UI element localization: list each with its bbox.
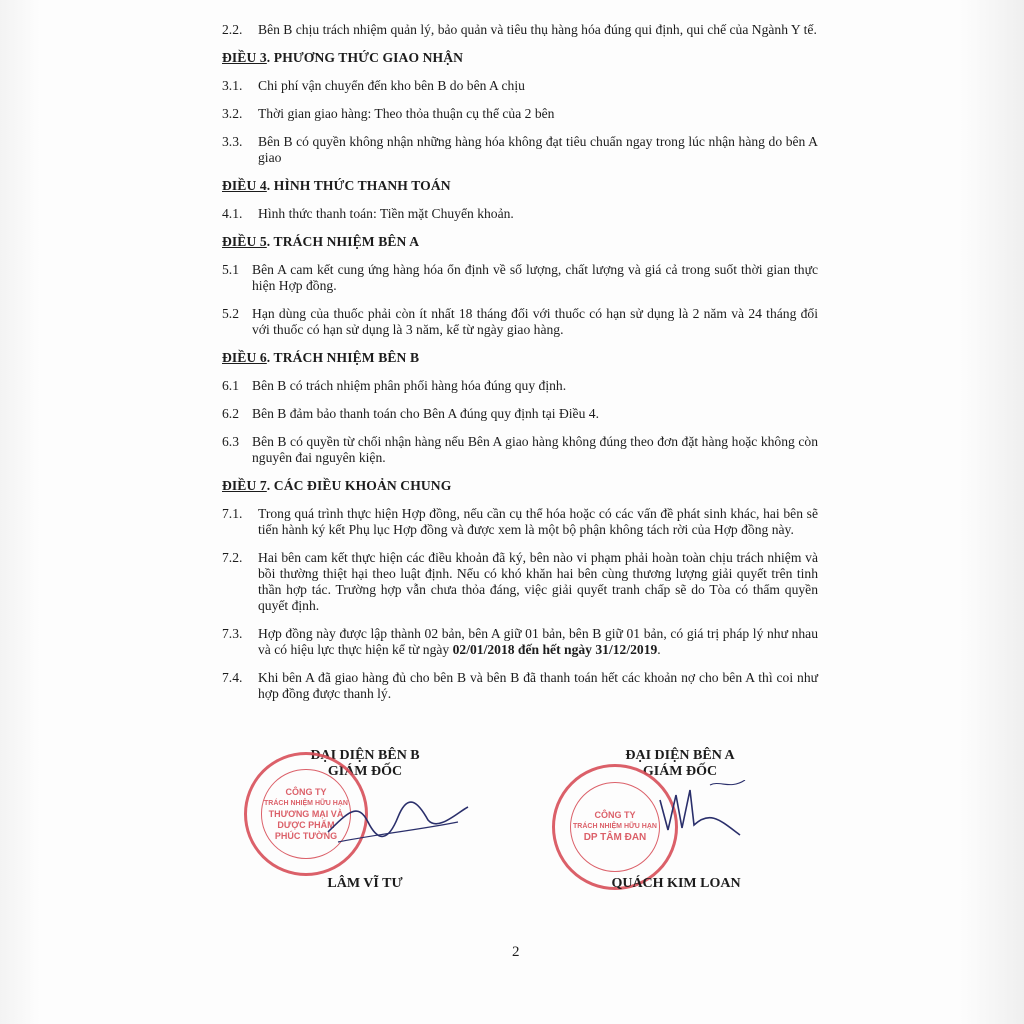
clause-6-2 bbox=[222, 406, 818, 422]
clause-text: Trong quá trình thực hiện Hợp đồng, nếu cần cụ thể hóa hoặc có các vấn đề phát sinh khác, hai bên sẽ tiến hành ký kết Phụ lục Hợp đồng và được xem là một bộ phận không tách rời của Hợp đồng này. bbox=[258, 506, 818, 537]
article-label: ĐIỀU 6 bbox=[222, 350, 267, 365]
clause-number: 6.2 bbox=[222, 406, 239, 421]
signature-scribble-a bbox=[650, 780, 750, 850]
clause-5-2 bbox=[222, 306, 818, 338]
clause-text: Bên B đảm bảo thanh toán cho Bên A đúng quy định tại Điều 4. bbox=[252, 406, 599, 421]
representative-title: ĐẠI DIỆN BÊN B bbox=[310, 748, 420, 763]
clause-7-2 bbox=[222, 550, 818, 614]
clause-text: Bên B có trách nhiệm phân phối hàng hóa đúng quy định. bbox=[252, 378, 567, 393]
article-label: ĐIỀU 7 bbox=[222, 478, 267, 493]
clause-text: Hình thức thanh toán: Tiền mặt Chuyển khoản. bbox=[258, 206, 514, 221]
clause-number: 3.2. bbox=[222, 106, 243, 121]
clause-number: 7.3. bbox=[222, 626, 243, 641]
article-title: . TRÁCH NHIỆM BÊN B bbox=[266, 350, 420, 365]
clause-number: 3.1. bbox=[222, 78, 243, 93]
clause-7-3 bbox=[222, 626, 818, 658]
clause-3-2 bbox=[222, 106, 818, 122]
position-title: GIÁM ĐỐC bbox=[642, 764, 718, 779]
article-label: ĐIỀU 3 bbox=[222, 50, 267, 65]
article-label: ĐIỀU 4 bbox=[222, 178, 267, 193]
clause-6-1 bbox=[222, 378, 818, 394]
page-number: 2 bbox=[512, 944, 520, 960]
clause-number: 5.2 bbox=[222, 306, 239, 321]
clause-text: Bên A cam kết cung ứng hàng hóa ổn định về số lượng, chất lượng và giá cả trong suốt thời gian thực hiện Hợp đồng. bbox=[252, 262, 818, 293]
seal-line: CÔNG TY bbox=[285, 786, 327, 797]
seal-line: CÔNG TY bbox=[594, 810, 636, 821]
representative-title: ĐẠI DIỆN BÊN A bbox=[625, 748, 735, 763]
clause-number: 6.1 bbox=[222, 378, 239, 393]
clause-7-1 bbox=[222, 506, 818, 538]
contract-body bbox=[222, 22, 818, 714]
validity-period: 02/01/2018 đến hết ngày 31/12/2019 bbox=[452, 642, 658, 657]
article-4-heading bbox=[222, 178, 818, 194]
clause-7-4 bbox=[222, 670, 818, 702]
article-title: . HÌNH THỨC THANH TOÁN bbox=[266, 178, 451, 193]
clause-number: 6.3 bbox=[222, 434, 239, 449]
clause-text: Hợp đồng này được lập thành 02 bản, bên A giữ 01 bản, bên B giữ 01 bản, có giá trị pháp lý như nhau và có hiệu lực thực hiện kể từ ngày bbox=[258, 626, 818, 657]
clause-number: 7.1. bbox=[222, 506, 243, 521]
seal-text bbox=[570, 782, 661, 873]
clause-text: Bên B có quyền từ chối nhận hàng nếu Bên A giao hàng không đúng theo đơn đặt hàng hoặc không còn nguyên đai nguyên kiện. bbox=[252, 434, 818, 465]
clause-text: Bên B chịu trách nhiệm quản lý, bảo quản và tiêu thụ hàng hóa đúng qui định, qui chế của Ngành Y tế. bbox=[258, 22, 817, 37]
clause-number: 7.2. bbox=[222, 550, 243, 565]
clause-text: Thời gian giao hàng: Theo thỏa thuận cụ thể của 2 bên bbox=[258, 106, 555, 121]
clause-number: 5.1 bbox=[222, 262, 239, 277]
position-title: GIÁM ĐỐC bbox=[327, 764, 403, 779]
article-label: ĐIỀU 5 bbox=[222, 234, 267, 249]
clause-text-end: . bbox=[657, 642, 661, 657]
article-3-heading bbox=[222, 50, 818, 66]
clause-text: Hai bên cam kết thực hiện các điều khoản đã ký, bên nào vi phạm phải hoàn toàn chịu trách nhiệm và bồi thường thiệt hại theo luật định. Nếu có khó khăn hai bên cùng thương lượng giải quyết trên tinh thần hợp tác. Trường hợp vẫn chưa thỏa đáng, việc giải quyết tranh chấp sẽ do Tòa có thẩm quyền quyết định. bbox=[258, 550, 818, 613]
seal-line: PHÚC TƯỜNG bbox=[274, 830, 338, 841]
seal-line: DP TÂM ĐAN bbox=[583, 832, 647, 844]
article-title: . CÁC ĐIỀU KHOẢN CHUNG bbox=[266, 478, 452, 493]
clause-text: Hạn dùng của thuốc phải còn ít nhất 18 tháng đối với thuốc có hạn sử dụng là 2 năm và 24 tháng đối với thuốc có hạn sử dụng là 3 năm, kể từ ngày giao hàng. bbox=[252, 306, 818, 337]
clause-text: Khi bên A đã giao hàng đủ cho bên B và bên B đã thanh toán hết các khoản nợ cho bên A thì coi như hợp đồng được thanh lý. bbox=[258, 670, 818, 701]
clause-number: 7.4. bbox=[222, 670, 243, 685]
clause-number: 4.1. bbox=[222, 206, 243, 221]
article-6-heading bbox=[222, 350, 818, 366]
signer-name-b: LÂM VĨ TƯ bbox=[327, 876, 403, 891]
seal-line: DƯỢC PHẨM bbox=[277, 819, 335, 830]
article-title: . PHƯƠNG THỨC GIAO NHẬN bbox=[266, 50, 464, 65]
signature-scribble-b bbox=[318, 792, 478, 852]
clause-text: Chi phí vận chuyển đến kho bên B do bên A chịu bbox=[258, 78, 525, 93]
clause-4-1 bbox=[222, 206, 818, 222]
clause-6-3 bbox=[222, 434, 818, 466]
clause-text: Bên B có quyền không nhận những hàng hóa không đạt tiêu chuẩn ngay trong lúc nhận hàng do bên A giao bbox=[258, 134, 818, 165]
signer-name-a: QUÁCH KIM LOAN bbox=[611, 876, 741, 891]
clause-3-1 bbox=[222, 78, 818, 94]
seal-line: THƯƠNG MẠI VÀ bbox=[268, 808, 344, 819]
article-7-heading bbox=[222, 478, 818, 494]
article-title: . TRÁCH NHIỆM BÊN A bbox=[266, 234, 420, 249]
clause-number: 2.2. bbox=[222, 22, 243, 37]
clause-number: 3.3. bbox=[222, 134, 243, 149]
article-5-heading bbox=[222, 234, 818, 250]
clause-2-2 bbox=[222, 22, 818, 38]
clause-5-1 bbox=[222, 262, 818, 294]
seal-line: TRÁCH NHIỆM HỮU HẠN bbox=[573, 823, 657, 831]
seal-line: TRÁCH NHIỆM HỮU HẠN bbox=[264, 799, 348, 807]
clause-3-3 bbox=[222, 134, 818, 166]
